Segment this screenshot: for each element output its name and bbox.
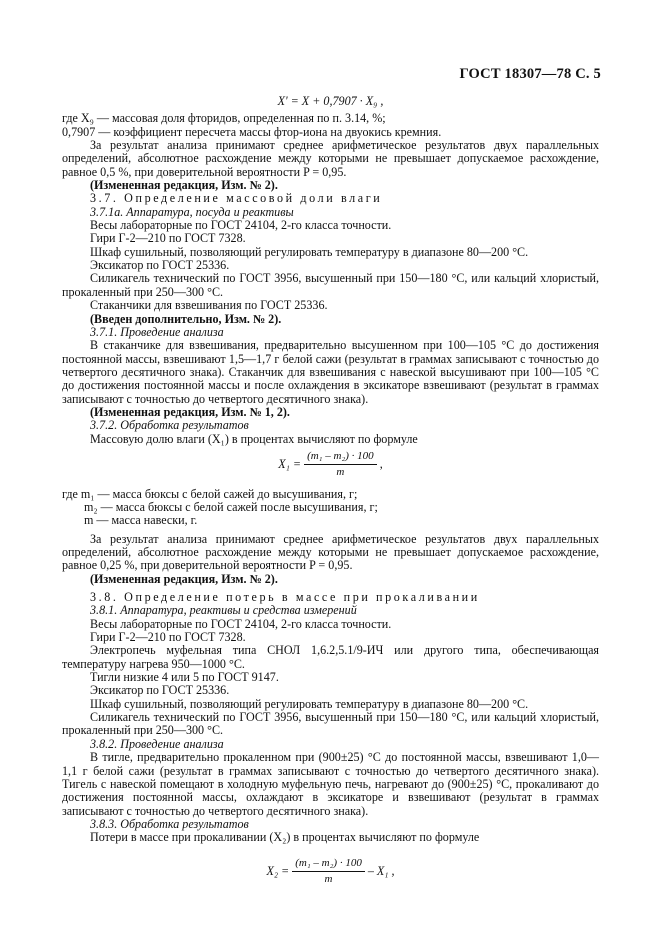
subsection-heading-3-8-2: 3.8.2. Проведение анализа (90, 736, 224, 751)
paragraph: Силикагель технический по ГОСТ 3956, высушенный при 150—180 °С, или кальций хлористый, прокаленный при 250—300 °С. (62, 271, 599, 299)
formula-numerator: (m₁ – m₂) · 100 (292, 857, 365, 872)
formula-x2 (62, 857, 599, 887)
paragraph: В стаканчике для взвешивания, предварительно высушенном при 100—105 °С до достижения постоянной массы, взвешивают 1,5—1,7 г белой сажи (результат в граммах записывают с точностью до четвертого десятичного знака). Стаканчик для взвешивания с навеской высушивают при 100—105 °С до достижения постоянной массы и после охлаждения в эксикаторе взвешивают (результат в граммах записывают с точностью до четвертого десятичного знака). (62, 338, 599, 406)
paragraph: За результат анализа принимают среднее арифметическое результатов двух параллельных определений, абсолютное расхождение между которыми не превышает допускаемое расхождение, равное 0,25 %, при доверительной вероятности P = 0,95. (62, 531, 599, 573)
paragraph: Шкаф сушильный, позволяющий регулировать температуру в диапазоне 80—200 °С. (90, 244, 529, 259)
formula-lhs: X₂ = (266, 863, 290, 878)
paragraph: Эксикатор по ГОСТ 25336. (90, 258, 230, 273)
subsection-heading-3-7-1a: 3.7.1а. Аппаратура, посуда и реактивы (90, 204, 294, 219)
paragraph: За результат анализа принимают среднее арифметическое результатов двух параллельных определений, абсолютное расхождение между которыми не превышает допускаемое расхождение, равное 0,5 %, при доверительной вероятности P = 0,95. (62, 138, 599, 179)
paragraph: Гири Г-2—210 по ГОСТ 7328. (90, 231, 246, 246)
paragraph: где X₉ — массовая доля фторидов, определенная по п. 3.14, %; (62, 111, 386, 126)
paragraph: В тигле, предварительно прокаленном при (900±25) °С до постоянной массы, взвешивают 1,0—1,1 г белой сажи (результат в граммах записывают с точностью до четвертого десятичного знака). Тигель с навеской помещают в холодную муфельную печь, нагревают до (900±25) °С, прокаливают до достижения постоянной массы, охлаждают в эксикаторе и взвешивают (результат в граммах записывают с точностью до четвертого десятичного знака). (62, 750, 599, 818)
page-header: ГОСТ 18307—78 С. 5 (459, 66, 601, 82)
paragraph: Шкаф сушильный, позволяющий регулировать температуру в диапазоне 80—200 °С. (90, 696, 529, 711)
paragraph: Потери в массе при прокаливании (X₂) в процентах вычисляют по формуле (90, 830, 480, 845)
formula-lhs: X₁ = (278, 457, 302, 472)
paragraph: Массовую долю влаги (X₁) в процентах вычисляют по формуле (90, 431, 418, 446)
formula-numerator: (m₁ – m₂) · 100 (304, 450, 377, 465)
amendment-note: (Измененная редакция, Изм. № 1, 2). (90, 404, 290, 419)
paragraph: Тигли низкие 4 или 5 по ГОСТ 9147. (90, 670, 279, 685)
paragraph: Эксикатор по ГОСТ 25336. (90, 683, 230, 698)
subsection-heading-3-8-3: 3.8.3. Обработка результатов (90, 816, 249, 831)
paragraph: Силикагель технический по ГОСТ 3956, высушенный при 150—180 °С, или кальций хлористый, прокаленный при 250—300 °С. (62, 710, 599, 738)
amendment-note: (Измененная редакция, Изм. № 2). (90, 571, 278, 586)
formula-fraction (304, 450, 377, 480)
formula-denominator: m (336, 466, 345, 479)
subsection-heading-3-8-1: 3.8.1. Аппаратура, реактивы и средства измерений (90, 603, 357, 618)
paragraph: Весы лабораторные по ГОСТ 24104, 2-го класса точности. (90, 616, 392, 631)
legend-line: m — масса навески, г. (84, 513, 198, 528)
paragraph: Электропечь муфельная типа СНОЛ 1,6.2,5.1/9-ИЧ или другого типа, обеспечивающая температуру нагрева 950—1000 °С. (62, 643, 599, 671)
paragraph: Гири Г-2—210 по ГОСТ 7328. (90, 630, 246, 645)
formula-fraction (292, 857, 365, 887)
formula-denominator: m (324, 872, 333, 885)
formula-tail: , (379, 457, 383, 472)
legend-line: где m₁ — масса бюксы с белой сажей до высушивания, г; (62, 486, 358, 501)
amendment-note: (Измененная редакция, Изм. № 2). (90, 178, 278, 193)
paragraph: Стаканчики для взвешивания по ГОСТ 25336. (90, 298, 328, 313)
formula-tail: – X₁ , (367, 863, 395, 878)
legend-line: m₂ — масса бюксы с белой сажей после высушивания, г; (84, 499, 378, 514)
document-body (62, 93, 599, 894)
paragraph: 0,7907 — коэффициент пересчета массы фтор-иона на двуокись кремния. (62, 124, 442, 139)
formula-x-prime: X' = X + 0,7907 · X₉ , (277, 94, 384, 108)
subsection-heading-3-7-1: 3.7.1. Проведение анализа (90, 324, 224, 339)
section-heading-3-8: 3.8. Определение потерь в массе при прокаливании (90, 590, 480, 605)
subsection-heading-3-7-2: 3.7.2. Обработка результатов (90, 418, 249, 433)
amendment-note: (Введен дополнительно, Изм. № 2). (90, 311, 282, 326)
formula-x1 (62, 450, 599, 480)
paragraph: Весы лабораторные по ГОСТ 24104, 2-го класса точности. (90, 218, 392, 233)
section-heading-3-7: 3.7. Определение массовой доли влаги (90, 191, 383, 206)
